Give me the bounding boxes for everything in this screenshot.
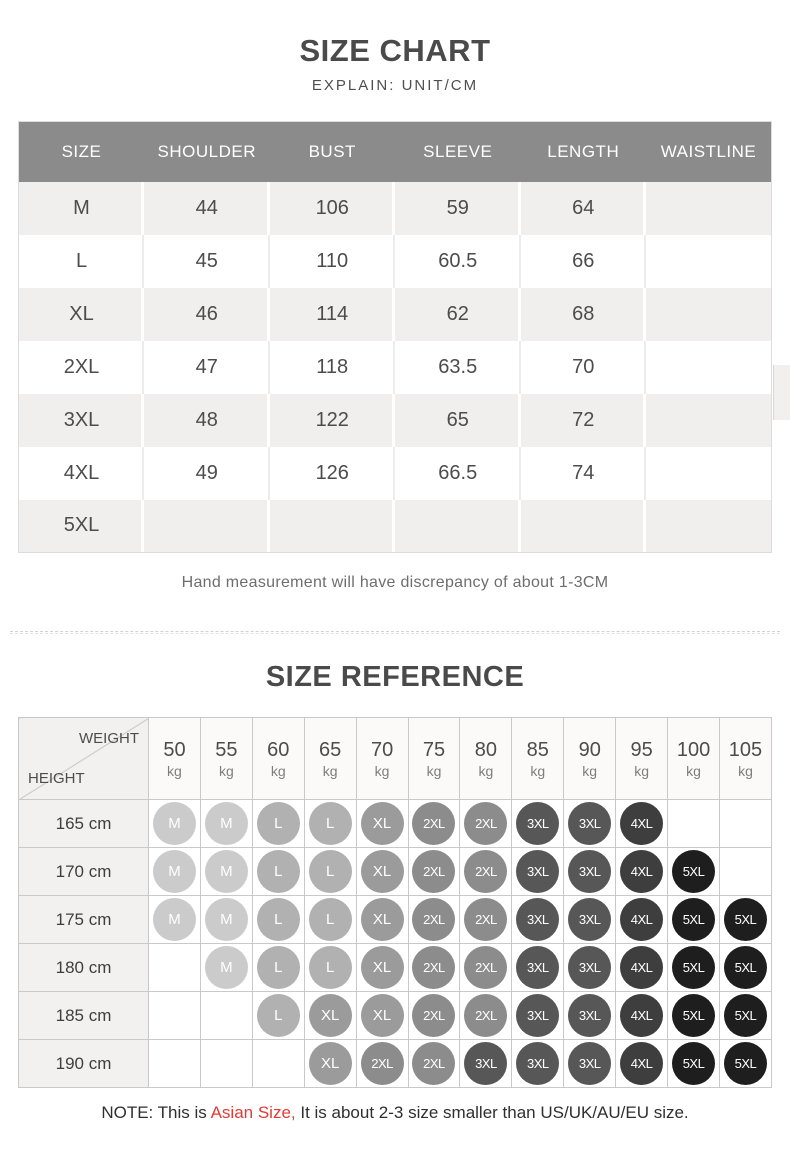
measurement-cell: 118: [270, 341, 396, 394]
measurement-cell: 49: [144, 447, 270, 500]
weight-unit: kg: [478, 762, 494, 779]
size-badge: 2XL: [412, 946, 455, 989]
height-label: 180 cm: [19, 944, 149, 992]
measurement-cell: 48: [144, 394, 270, 447]
height-label: 175 cm: [19, 896, 149, 944]
measurement-cell: 122: [270, 394, 396, 447]
reference-cell: [564, 944, 616, 992]
corner-height-label: HEIGHT: [28, 770, 85, 787]
size-badge: L: [309, 802, 352, 845]
weight-unit: kg: [426, 762, 442, 779]
measurement-cell: 47: [144, 341, 270, 394]
size-badge: XL: [361, 898, 404, 941]
weight-value: 55: [215, 738, 238, 761]
height-label: 170 cm: [19, 848, 149, 896]
weight-unit: kg: [738, 762, 753, 779]
size-badge: XL: [309, 1042, 352, 1085]
measurement-cell: 72: [521, 394, 647, 447]
reference-cell: [252, 1040, 304, 1088]
weight-unit: kg: [530, 762, 546, 779]
size-badge: 5XL: [724, 898, 767, 941]
reference-cell: [149, 944, 201, 992]
measurement-cell: 66.5: [395, 447, 521, 500]
measurement-cell: 60.5: [395, 235, 521, 288]
size-label-cell: 3XL: [19, 394, 145, 447]
reference-cell: [149, 848, 201, 896]
measurement-cell: [646, 235, 772, 288]
column-header: BUST: [270, 122, 396, 182]
reference-cell: [304, 992, 356, 1040]
size-badge: L: [309, 850, 352, 893]
reference-row: [19, 992, 772, 1040]
reference-cell: [564, 896, 616, 944]
weight-value: 100: [676, 738, 711, 761]
table-row: [19, 182, 772, 235]
size-badge: 3XL: [568, 1042, 611, 1085]
reference-cell: [668, 992, 720, 1040]
reference-cell: [356, 800, 408, 848]
reference-cell: [252, 896, 304, 944]
size-badge: 5XL: [724, 946, 767, 989]
measurement-cell: 70: [521, 341, 647, 394]
size-badge: 2XL: [464, 802, 507, 845]
weight-value: 70: [370, 738, 394, 761]
measurement-cell: 59: [395, 182, 521, 235]
weight-header: [356, 718, 408, 800]
reference-row: [19, 944, 772, 992]
reference-cell: [408, 1040, 460, 1088]
size-badge: 5XL: [672, 1042, 715, 1085]
weight-value: 90: [578, 738, 601, 761]
reference-cell: [356, 1040, 408, 1088]
page-subtitle: EXPLAIN: UNIT/CM: [311, 77, 479, 94]
reference-cell: [564, 800, 616, 848]
size-badge: 3XL: [568, 850, 611, 893]
weight-unit: kg: [686, 762, 701, 779]
weight-header: [252, 718, 304, 800]
reference-cell: [252, 848, 304, 896]
column-header: WAISTLINE: [646, 122, 772, 182]
reference-cell: [149, 1040, 201, 1088]
measurement-note: Hand measurement will have discrepancy of about 1-3CM: [181, 574, 609, 591]
weight-header: [512, 718, 564, 800]
size-badge: 3XL: [516, 802, 559, 845]
size-badge: M: [153, 802, 196, 845]
weight-header: [200, 718, 252, 800]
size-badge: M: [205, 802, 248, 845]
size-badge: 5XL: [672, 898, 715, 941]
size-badge: XL: [361, 850, 404, 893]
measurement-cell: [144, 500, 270, 553]
dotted-divider: [10, 631, 780, 634]
measurement-cell: 44: [144, 182, 270, 235]
reference-cell: [252, 944, 304, 992]
size-badge: 3XL: [516, 898, 559, 941]
measurement-cell: 66: [521, 235, 647, 288]
weight-value: 60: [267, 738, 290, 761]
weight-unit: kg: [582, 762, 598, 779]
size-badge: M: [153, 898, 196, 941]
reference-cell: [408, 992, 460, 1040]
reference-cell: [512, 800, 564, 848]
size-badge: L: [257, 850, 300, 893]
column-header: SLEEVE: [395, 122, 521, 182]
reference-cell: [719, 992, 771, 1040]
weight-value: 105: [728, 738, 763, 761]
measurement-cell: [646, 500, 772, 553]
measurement-cell: [646, 447, 772, 500]
reference-cell: [200, 1040, 252, 1088]
reference-cell: [719, 896, 771, 944]
size-badge: 3XL: [568, 802, 611, 845]
size-badge: XL: [309, 994, 352, 1037]
weight-unit: kg: [270, 762, 286, 779]
height-label: 190 cm: [19, 1040, 149, 1088]
reference-cell: [719, 1040, 771, 1088]
measurement-cell: [395, 500, 521, 553]
weight-value: 75: [422, 738, 446, 761]
size-badge: 2XL: [361, 1042, 404, 1085]
reference-cell: [460, 1040, 512, 1088]
size-badge: 3XL: [516, 1042, 559, 1085]
measurement-cell: 106: [270, 182, 396, 235]
measurement-cell: [270, 500, 396, 553]
note-highlight: Asian Size,: [210, 1103, 296, 1122]
size-badge: 5XL: [724, 1042, 767, 1085]
reference-cell: [616, 944, 668, 992]
measurement-cell: 65: [395, 394, 521, 447]
measurement-cell: 64: [521, 182, 647, 235]
reference-cell: [719, 944, 771, 992]
reference-cell: [719, 848, 771, 896]
size-badge: 3XL: [516, 850, 559, 893]
size-badge: 2XL: [464, 994, 507, 1037]
reference-cell: [149, 992, 201, 1040]
weight-unit: kg: [634, 762, 649, 779]
weight-header: [460, 718, 512, 800]
weight-height-corner-cell: [19, 718, 149, 800]
weight-header: [149, 718, 201, 800]
reference-cell: [668, 800, 720, 848]
weight-header: [304, 718, 356, 800]
size-badge: 3XL: [568, 994, 611, 1037]
reference-cell: [408, 848, 460, 896]
size-badge: M: [205, 898, 248, 941]
reference-cell: [512, 1040, 564, 1088]
size-label-cell: L: [19, 235, 145, 288]
size-chart-table: [18, 121, 772, 553]
size-badge: 3XL: [464, 1042, 507, 1085]
weight-unit: kg: [167, 762, 182, 779]
measurement-cell: [521, 500, 647, 553]
size-badge: 4XL: [620, 850, 663, 893]
table-row: [19, 394, 772, 447]
size-badge: M: [205, 946, 248, 989]
height-label: 165 cm: [19, 800, 149, 848]
scrollbar-thumb[interactable]: [773, 365, 790, 420]
reference-cell: [512, 848, 564, 896]
corner-weight-label: WEIGHT: [79, 730, 139, 747]
size-badge: 2XL: [464, 946, 507, 989]
weight-value: 85: [526, 738, 549, 761]
asian-size-note: [0, 1103, 790, 1123]
weight-value: 80: [474, 738, 498, 761]
table-row: [19, 288, 772, 341]
measurement-cell: 46: [144, 288, 270, 341]
reference-row: [19, 1040, 772, 1088]
weight-value: 95: [630, 738, 653, 761]
size-badge: XL: [361, 946, 404, 989]
size-chart-header-row: [19, 122, 772, 182]
reference-cell: [460, 800, 512, 848]
size-badge: 4XL: [620, 994, 663, 1037]
reference-cell: [356, 992, 408, 1040]
note-prefix: NOTE: This is: [101, 1103, 211, 1122]
reference-cell: [200, 800, 252, 848]
weight-unit: kg: [374, 762, 390, 779]
reference-cell: [356, 944, 408, 992]
size-badge: 5XL: [724, 994, 767, 1037]
reference-cell: [564, 1040, 616, 1088]
reference-cell: [408, 896, 460, 944]
note-suffix: It is about 2-3 size smaller than US/UK/AU/EU size.: [295, 1103, 689, 1122]
measurement-cell: [646, 394, 772, 447]
weight-header: [564, 718, 616, 800]
reference-cell: [512, 944, 564, 992]
size-badge: L: [309, 946, 352, 989]
reference-cell: [616, 800, 668, 848]
size-badge: XL: [361, 994, 404, 1037]
column-header: LENGTH: [521, 122, 647, 182]
weight-header: [719, 718, 771, 800]
size-badge: 3XL: [516, 946, 559, 989]
size-label-cell: 5XL: [19, 500, 145, 553]
reference-cell: [616, 1040, 668, 1088]
reference-cell: [200, 992, 252, 1040]
table-row: [19, 447, 772, 500]
reference-cell: [460, 992, 512, 1040]
size-badge: 4XL: [620, 802, 663, 845]
reference-cell: [719, 800, 771, 848]
table-row: [19, 500, 772, 553]
size-badge: 2XL: [464, 898, 507, 941]
size-badge: 2XL: [412, 994, 455, 1037]
measurement-cell: 110: [270, 235, 396, 288]
measurement-cell: [646, 288, 772, 341]
height-label: 185 cm: [19, 992, 149, 1040]
reference-cell: [564, 848, 616, 896]
reference-cell: [460, 944, 512, 992]
weight-unit: kg: [322, 762, 338, 779]
measurement-cell: [646, 182, 772, 235]
reference-row: [19, 800, 772, 848]
size-badge: 5XL: [672, 850, 715, 893]
reference-cell: [512, 896, 564, 944]
reference-cell: [149, 896, 201, 944]
reference-cell: [668, 1040, 720, 1088]
reference-cell: [252, 992, 304, 1040]
reference-cell: [408, 944, 460, 992]
size-badge: 3XL: [568, 946, 611, 989]
reference-row: [19, 896, 772, 944]
reference-cell: [304, 896, 356, 944]
size-badge: M: [205, 850, 248, 893]
reference-cell: [252, 800, 304, 848]
reference-cell: [460, 896, 512, 944]
size-badge: 3XL: [516, 994, 559, 1037]
size-badge: 4XL: [620, 898, 663, 941]
reference-cell: [460, 848, 512, 896]
reference-row: [19, 848, 772, 896]
measurement-cell: 68: [521, 288, 647, 341]
reference-cell: [200, 944, 252, 992]
table-row: [19, 235, 772, 288]
measurement-cell: 63.5: [395, 341, 521, 394]
reference-cell: [408, 800, 460, 848]
measurement-cell: 45: [144, 235, 270, 288]
size-badge: L: [309, 898, 352, 941]
size-label-cell: M: [19, 182, 145, 235]
size-badge: L: [257, 946, 300, 989]
reference-cell: [616, 992, 668, 1040]
size-badge: 3XL: [568, 898, 611, 941]
reference-cell: [668, 848, 720, 896]
measurement-cell: [646, 341, 772, 394]
size-badge: L: [257, 802, 300, 845]
reference-cell: [668, 896, 720, 944]
weight-value: 50: [163, 738, 186, 761]
page-title: SIZE CHART: [299, 33, 491, 68]
size-badge: 2XL: [412, 802, 455, 845]
reference-cell: [668, 944, 720, 992]
reference-cell: [304, 848, 356, 896]
measurement-cell: 62: [395, 288, 521, 341]
reference-title: SIZE REFERENCE: [265, 661, 525, 693]
table-row: [19, 341, 772, 394]
weight-header: [408, 718, 460, 800]
size-badge: 4XL: [620, 1042, 663, 1085]
size-reference-table: [18, 717, 772, 1088]
reference-cell: [304, 1040, 356, 1088]
reference-cell: [304, 944, 356, 992]
size-badge: XL: [361, 802, 404, 845]
weight-unit: kg: [218, 762, 234, 779]
size-badge: M: [153, 850, 196, 893]
reference-cell: [616, 896, 668, 944]
reference-cell: [512, 992, 564, 1040]
measurement-cell: 114: [270, 288, 396, 341]
size-badge: 5XL: [672, 994, 715, 1037]
measurement-cell: 126: [270, 447, 396, 500]
reference-cell: [356, 848, 408, 896]
size-badge: L: [257, 898, 300, 941]
size-reference-header-row: [19, 718, 772, 800]
weight-header: [616, 718, 668, 800]
reference-cell: [200, 848, 252, 896]
measurement-cell: 74: [521, 447, 647, 500]
size-badge: 5XL: [672, 946, 715, 989]
weight-header: [668, 718, 720, 800]
reference-cell: [356, 896, 408, 944]
size-badge: L: [257, 994, 300, 1037]
reference-cell: [149, 800, 201, 848]
reference-cell: [200, 896, 252, 944]
size-label-cell: 2XL: [19, 341, 145, 394]
reference-cell: [564, 992, 616, 1040]
column-header: SIZE: [19, 122, 145, 182]
size-badge: 2XL: [464, 850, 507, 893]
weight-value: 65: [319, 738, 342, 761]
size-label-cell: XL: [19, 288, 145, 341]
reference-cell: [616, 848, 668, 896]
size-badge: 4XL: [620, 946, 663, 989]
size-badge: 2XL: [412, 1042, 455, 1085]
reference-cell: [304, 800, 356, 848]
size-badge: 2XL: [412, 898, 455, 941]
size-badge: 2XL: [412, 850, 455, 893]
column-header: SHOULDER: [144, 122, 270, 182]
size-label-cell: 4XL: [19, 447, 145, 500]
